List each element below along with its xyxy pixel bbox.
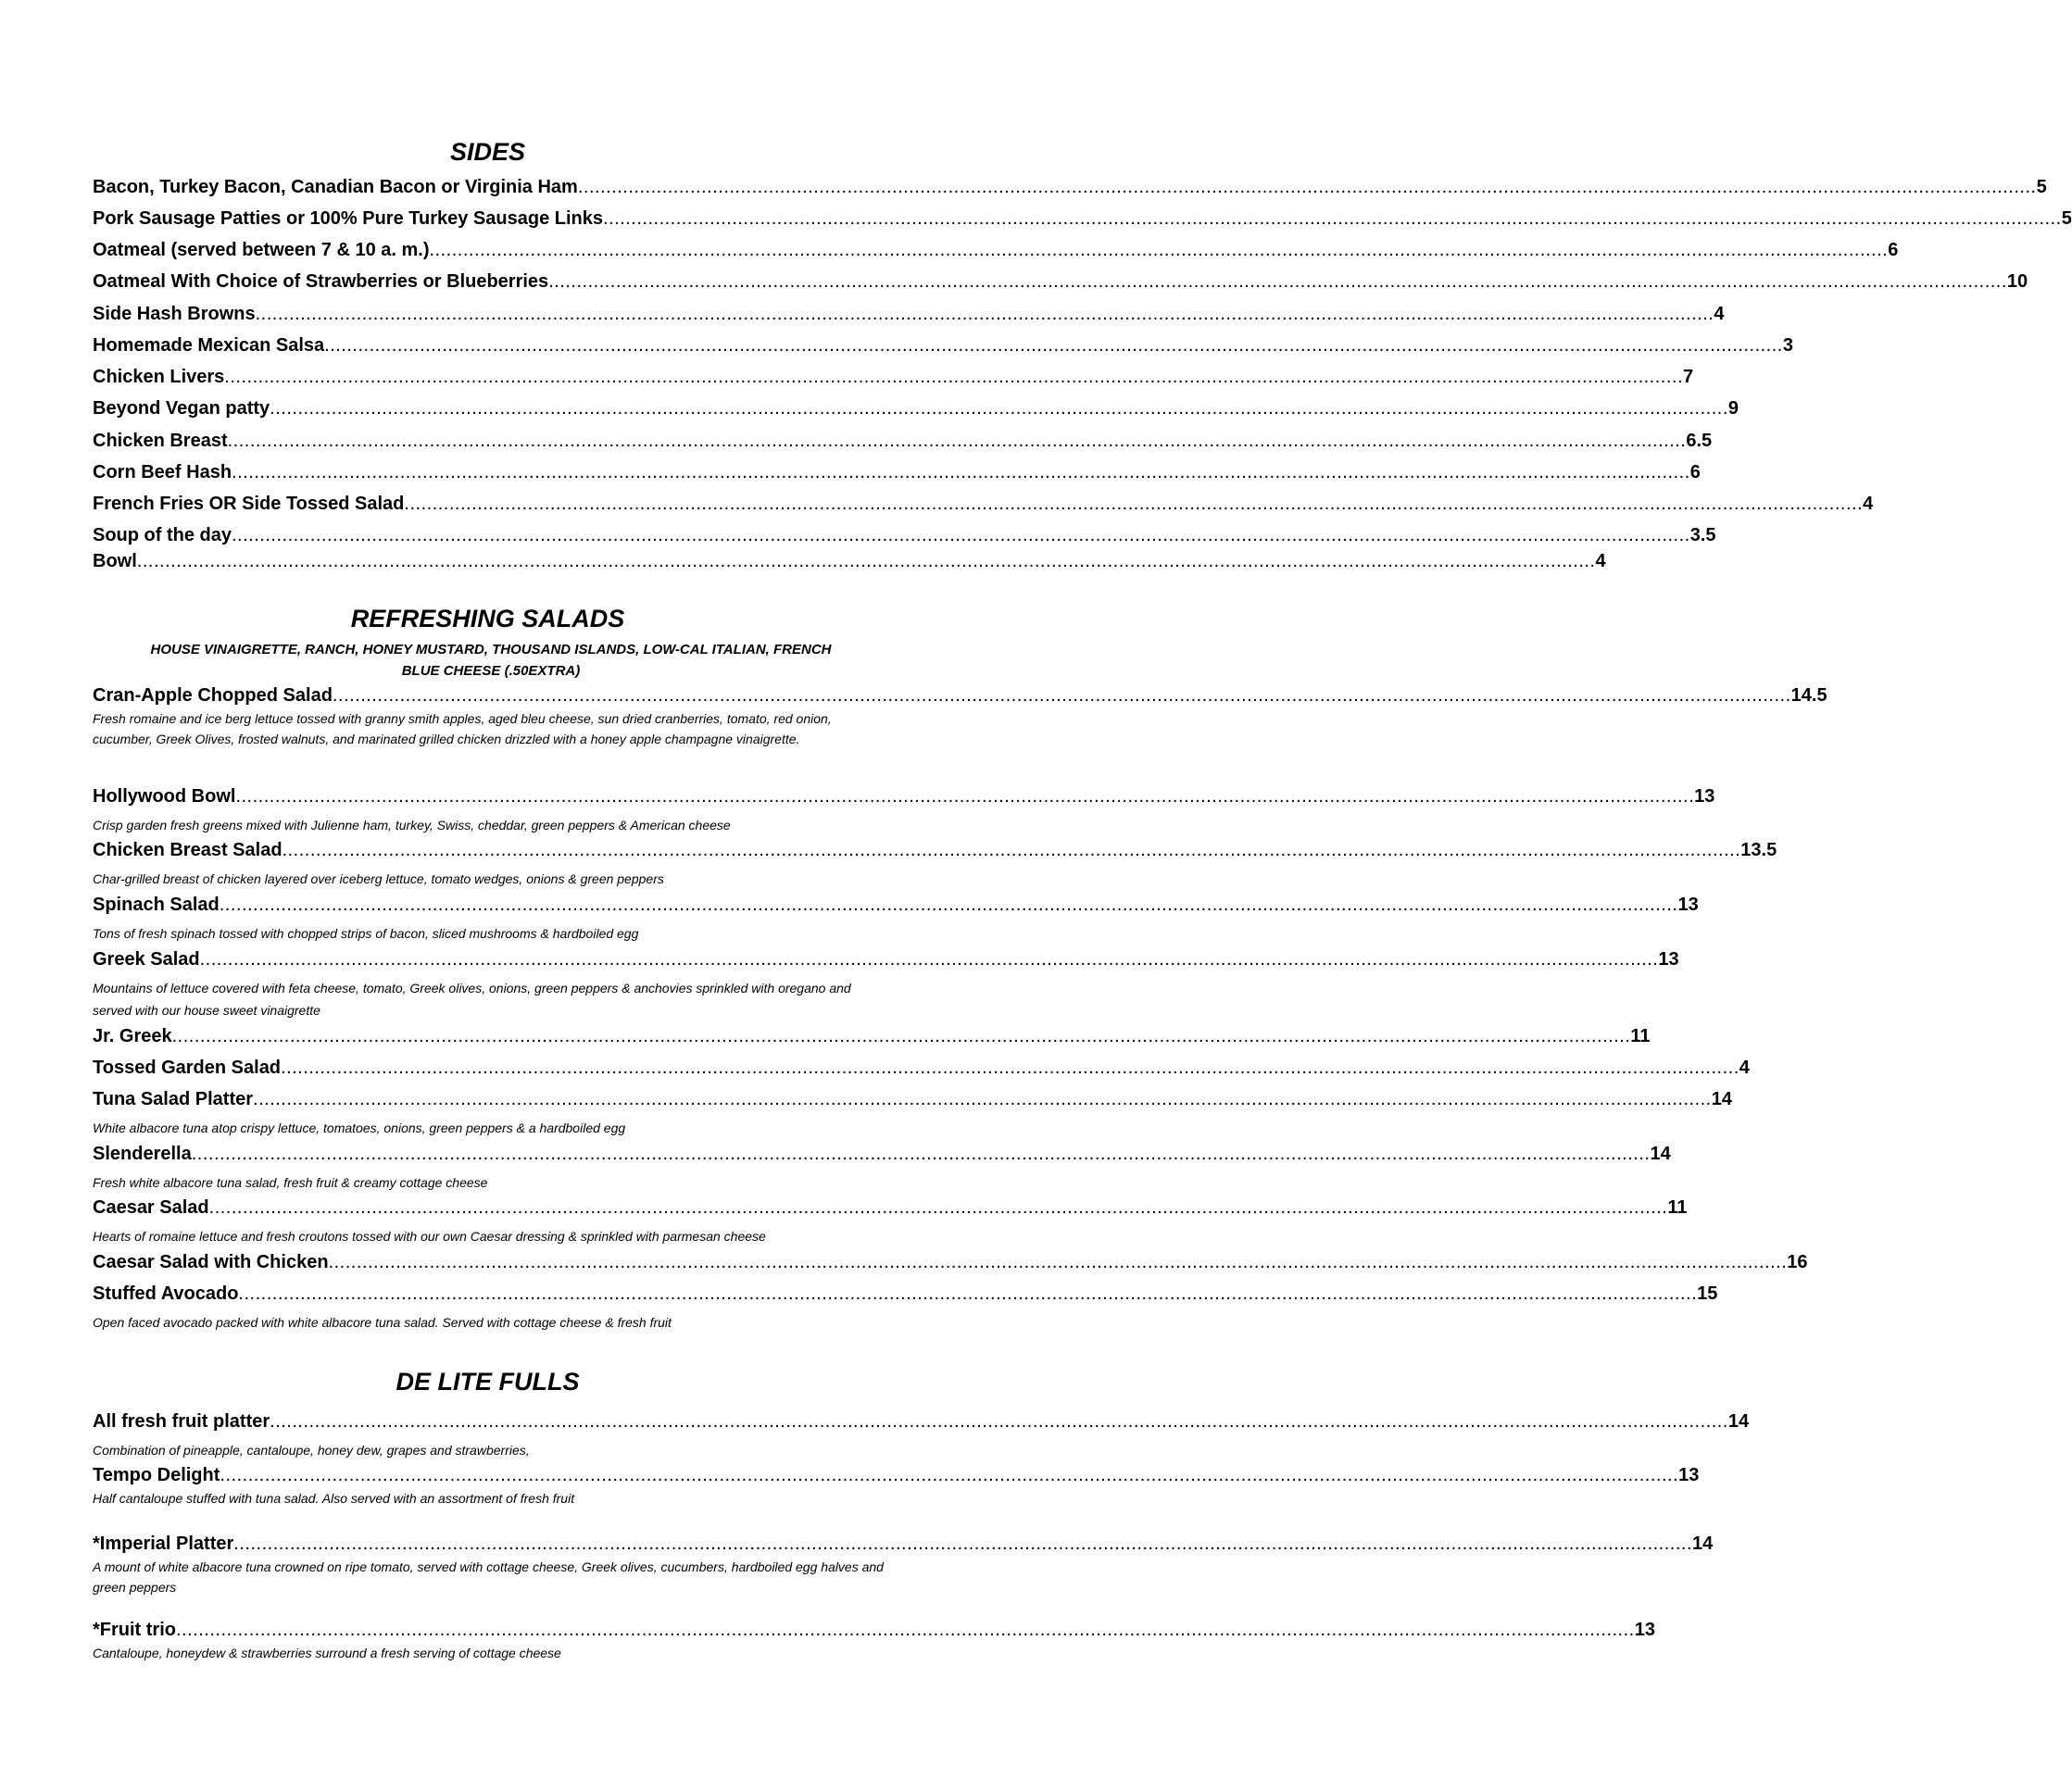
item-price: 13	[1658, 949, 1679, 970]
item-price: 6	[1888, 240, 1899, 260]
leader-dots: ....................................................................................................................................................................................................................................................................	[220, 1465, 1679, 1485]
leader-dots: ....................................................................................................................................................................................................................................................................	[232, 525, 1690, 545]
item-description: Cantaloupe, honeydew & strawberries surround a fresh serving of cottage cheese	[93, 1646, 561, 1660]
leader-dots: ....................................................................................................................................................................................................................................................................	[577, 177, 2037, 197]
item-name: Side Hash Browns	[93, 304, 256, 324]
item-name: French Fries OR Side Tossed Salad	[93, 494, 405, 514]
item-name: Chicken Breast	[93, 431, 228, 451]
item-name: Caesar Salad with Chicken	[93, 1252, 329, 1272]
item-description: Combination of pineapple, cantaloupe, honey dew, grapes and strawberries,	[93, 1443, 530, 1458]
item-description: Tons of fresh spinach tossed with chopped strips of bacon, sliced mushrooms & hardboiled egg	[93, 926, 639, 941]
item-description: Half cantaloupe stuffed with tuna salad. Also served with an assortment of fresh fruit	[93, 1491, 575, 1506]
item-price: 13	[1678, 1465, 1700, 1485]
menu-item	[93, 548, 1606, 574]
item-price: 5	[2061, 208, 2072, 229]
item-description: White albacore tuna atop crispy lettuce, tomatoes, onions, green peppers & a hardboiled egg	[93, 1121, 626, 1135]
leader-dots: ....................................................................................................................................................................................................................................................................	[270, 1411, 1728, 1432]
dressings-line: HOUSE VINAIGRETTE, RANCH, HONEY MUSTARD, THOUSAND ISLANDS, LOW-CAL ITALIAN, FRENCH	[150, 642, 832, 657]
item-price: 5	[2036, 177, 2047, 197]
item-price: 16	[1787, 1252, 1808, 1272]
item-description: Fresh white albacore tuna salad, fresh fruit & creamy cottage cheese	[93, 1175, 488, 1190]
item-description: Crisp garden fresh greens mixed with Julienne ham, turkey, Swiss, cheddar, green peppers & American cheese	[93, 818, 731, 833]
item-price: 14	[1692, 1534, 1714, 1554]
item-name: Corn Beef Hash	[93, 462, 232, 482]
item-name: Spinach Salad	[93, 895, 220, 915]
item-name: Oatmeal (served between 7 & 10 a. m.)	[93, 240, 430, 260]
leader-dots: ....................................................................................................................................................................................................................................................................	[281, 1058, 1739, 1078]
item-price: 10	[2006, 271, 2028, 292]
menu-item	[93, 892, 1699, 918]
item-name: Pork Sausage Patties or 100% Pure Turkey Sausage Links	[93, 208, 603, 229]
item-description: A mount of white albacore tuna crowned on ripe tomato, served with cottage cheese, Greek olives, cucumbers, hardboiled egg halves and green peppers	[93, 1559, 884, 1595]
item-price: 15	[1697, 1283, 1718, 1304]
leader-dots: ....................................................................................................................................................................................................................................................................	[208, 1197, 1668, 1218]
menu-item	[93, 837, 1777, 863]
menu-item	[93, 1462, 1700, 1488]
item-name: Beyond Vegan patty	[93, 398, 270, 419]
menu-item	[93, 522, 1716, 548]
menu-item	[93, 1281, 1718, 1307]
menu-item	[93, 332, 1793, 358]
item-price: 11	[1630, 1026, 1651, 1046]
item-price: 7	[1683, 367, 1694, 387]
menu-item	[93, 206, 2072, 232]
leader-dots: ....................................................................................................................................................................................................................................................................	[176, 1620, 1635, 1640]
menu-item	[93, 301, 1725, 327]
leader-dots: ....................................................................................................................................................................................................................................................................	[332, 685, 1791, 706]
menu-item	[93, 364, 1694, 390]
leader-dots: ....................................................................................................................................................................................................................................................................	[328, 1252, 1788, 1272]
menu-item	[93, 783, 1715, 809]
item-price: 9	[1727, 398, 1739, 419]
leader-dots: ....................................................................................................................................................................................................................................................................	[233, 1534, 1693, 1554]
leader-dots: ....................................................................................................................................................................................................................................................................	[270, 398, 1728, 419]
leader-dots: ....................................................................................................................................................................................................................................................................	[232, 462, 1690, 482]
item-price: 3.5	[1689, 525, 1716, 545]
sides-title: SIDES	[449, 138, 526, 166]
leader-dots: ....................................................................................................................................................................................................................................................................	[136, 551, 1596, 571]
item-name: Oatmeal With Choice of Strawberries or Blueberries	[93, 271, 549, 292]
item-price: 4	[1714, 304, 1725, 324]
item-price: 14	[1711, 1089, 1732, 1109]
item-price: 13.5	[1740, 840, 1777, 860]
item-price: 13	[1694, 786, 1715, 807]
item-description: Open faced avocado packed with white albacore tuna salad. Served with cottage cheese & fresh fruit	[93, 1315, 672, 1330]
item-name: Hollywood Bowl	[93, 786, 236, 807]
menu-item	[93, 1141, 1671, 1167]
menu-item	[93, 946, 1679, 972]
delite-title: DE LITE FULLS	[396, 1368, 580, 1396]
item-description: Hearts of romaine lettuce and fresh croutons tossed with our own Caesar dressing & sprinkled with parmesan cheese	[93, 1229, 766, 1244]
item-description: Char-grilled breast of chicken layered over iceberg lettuce, tomato wedges, onions & green peppers	[93, 871, 664, 886]
menu-item	[93, 237, 1899, 263]
item-name: Greek Salad	[93, 949, 200, 970]
menu-item	[93, 428, 1713, 454]
leader-dots: ....................................................................................................................................................................................................................................................................	[253, 1089, 1712, 1109]
menu-item	[93, 459, 1701, 485]
leader-dots: ....................................................................................................................................................................................................................................................................	[224, 367, 1684, 387]
item-name: Jr. Greek	[93, 1026, 172, 1046]
item-description: Fresh romaine and ice berg lettuce tossed with granny smith apples, aged bleu cheese, sun dried cranberries, tomato, red onion, cucumber, Greek Olives, frosted walnuts, and marinated grilled chicken drizzled with a honey apple champagne vinaigrette.	[93, 711, 832, 746]
leader-dots: ....................................................................................................................................................................................................................................................................	[238, 1283, 1698, 1304]
menu-item	[93, 1023, 1651, 1049]
item-price: 14	[1727, 1411, 1750, 1432]
item-name: All fresh fruit platter	[93, 1411, 270, 1432]
leader-dots: ....................................................................................................................................................................................................................................................................	[171, 1026, 1631, 1046]
leader-dots: ....................................................................................................................................................................................................................................................................	[404, 494, 1864, 514]
menu-item	[93, 1086, 1732, 1112]
leader-dots: ....................................................................................................................................................................................................................................................................	[429, 240, 1889, 260]
item-name: Chicken Livers	[93, 367, 225, 387]
item-name: Bowl	[93, 551, 137, 571]
leader-dots: ....................................................................................................................................................................................................................................................................	[227, 431, 1687, 451]
menu-item	[93, 174, 2047, 200]
item-description: Mountains of lettuce covered with feta cheese, tomato, Greek olives, onions, green peppers & anchovies sprinkled with oregano and served with our house sweet vinaigrette	[93, 981, 851, 1018]
leader-dots: ....................................................................................................................................................................................................................................................................	[219, 895, 1678, 915]
item-price: 13	[1634, 1620, 1655, 1640]
menu-item	[93, 1409, 1750, 1434]
menu-item	[93, 1195, 1688, 1221]
item-name: Soup of the day	[93, 525, 232, 545]
item-name: Cran-Apple Chopped Salad	[93, 685, 333, 706]
item-name: Stuffed Avocado	[93, 1283, 239, 1304]
leader-dots: ....................................................................................................................................................................................................................................................................	[324, 335, 1783, 356]
leader-dots: ....................................................................................................................................................................................................................................................................	[603, 208, 2062, 229]
menu-item	[93, 1249, 1808, 1275]
menu-item	[93, 1055, 1750, 1081]
item-name: *Fruit trio	[93, 1620, 176, 1640]
item-price: 13	[1677, 895, 1699, 915]
item-name: Tempo Delight	[93, 1465, 220, 1485]
item-price: 14.5	[1790, 685, 1827, 706]
item-name: Slenderella	[93, 1144, 192, 1164]
item-price: 11	[1667, 1197, 1688, 1218]
leader-dots: ....................................................................................................................................................................................................................................................................	[235, 786, 1695, 807]
menu-item	[93, 1617, 1655, 1643]
item-name: Homemade Mexican Salsa	[93, 335, 325, 356]
item-name: Tuna Salad Platter	[93, 1089, 254, 1109]
item-name: *Imperial Platter	[93, 1534, 234, 1554]
item-price: 3	[1782, 335, 1793, 356]
leader-dots: ....................................................................................................................................................................................................................................................................	[199, 949, 1659, 970]
leader-dots: ....................................................................................................................................................................................................................................................................	[548, 271, 2007, 292]
menu-item	[93, 682, 1827, 708]
menu-item	[93, 395, 1739, 421]
leader-dots: ....................................................................................................................................................................................................................................................................	[191, 1144, 1651, 1164]
leader-dots: ....................................................................................................................................................................................................................................................................	[255, 304, 1714, 324]
menu-item	[93, 1531, 1714, 1557]
item-price: 4	[1863, 494, 1874, 514]
item-name: Bacon, Turkey Bacon, Canadian Bacon or Virginia Ham	[93, 177, 578, 197]
salads-title: REFRESHING SALADS	[350, 605, 625, 632]
menu-item	[93, 269, 2028, 294]
leader-dots: ....................................................................................................................................................................................................................................................................	[282, 840, 1741, 860]
item-price: 4	[1595, 551, 1606, 571]
item-name: Caesar Salad	[93, 1197, 209, 1218]
item-name: Chicken Breast Salad	[93, 840, 283, 860]
item-price: 6.5	[1686, 431, 1713, 451]
item-name: Tossed Garden Salad	[93, 1058, 282, 1078]
menu-item	[93, 491, 1874, 517]
item-price: 6	[1689, 462, 1701, 482]
dressings-line: BLUE CHEESE (.50EXTRA)	[401, 663, 581, 679]
item-price: 4	[1739, 1058, 1750, 1078]
item-price: 14	[1650, 1144, 1671, 1164]
